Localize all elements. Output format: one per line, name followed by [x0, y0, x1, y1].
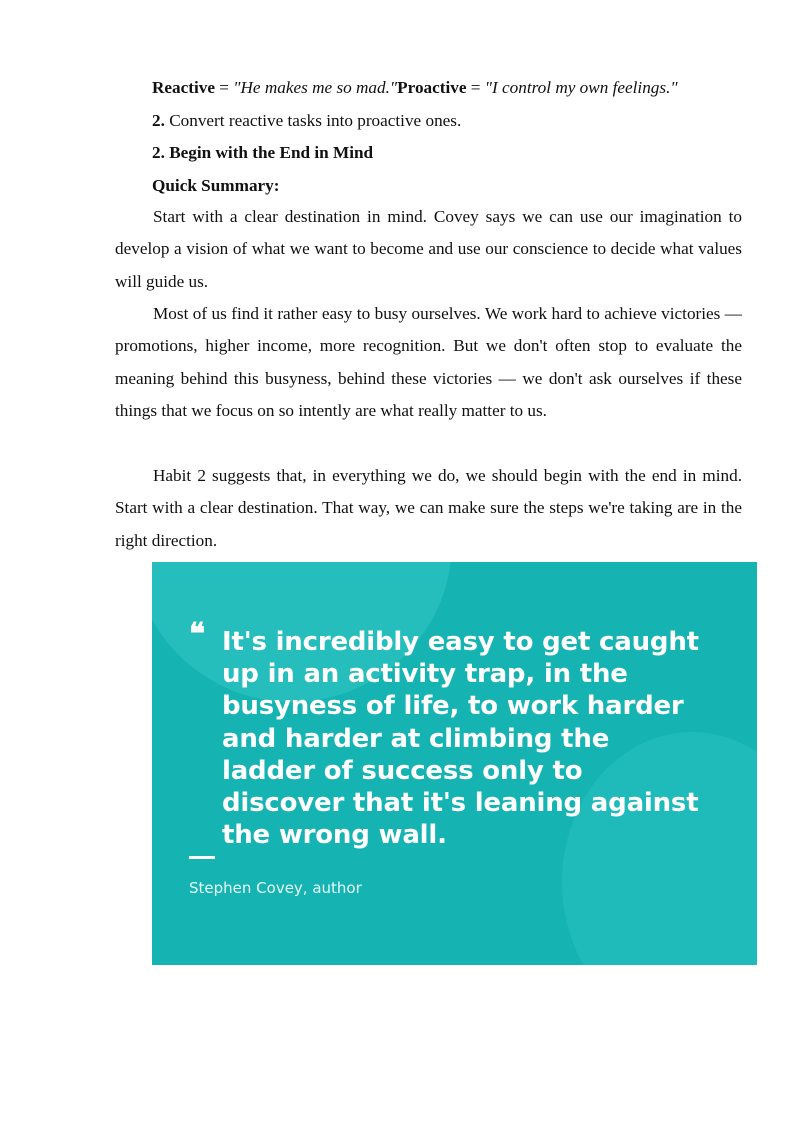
paragraph-1: Start with a clear destination in mind. Covey says we can use our imagination to develop a vision of what we want to become and use our conscience to decide what values will guide us.	[115, 207, 742, 291]
proactive-quote: "I control my own feelings."	[484, 78, 678, 97]
quote-line: ladder of success only to	[222, 755, 583, 786]
paragraph-3: Habit 2 suggests that, in everything we do, we should begin with the end in mind. Start with a clear destination. That way, we can make sure the steps we're taking are in the right direction.	[115, 466, 742, 550]
quote-line: discover that it's leaning against	[222, 788, 699, 819]
quote-line: up in an activity trap, in the	[222, 659, 628, 690]
equals-sign: =	[466, 78, 485, 97]
reactive-label: Reactive	[152, 78, 215, 97]
reactive-proactive-line	[152, 77, 678, 99]
reactive-quote: "He makes me so mad."	[233, 78, 398, 97]
quote-attribution: Stephen Covey, author	[189, 879, 362, 897]
quick-summary-label: Quick Summary:	[152, 176, 280, 195]
step-text: Convert reactive tasks into proactive ones.	[164, 111, 462, 130]
step-line	[152, 110, 461, 132]
quote-text	[222, 626, 732, 851]
quote-mark-icon: ❝	[189, 617, 206, 652]
quote-line: the wrong wall.	[222, 820, 447, 851]
proactive-label: Proactive	[397, 78, 467, 97]
quote-line: It's incredibly easy to get caught	[222, 627, 699, 657]
attribution-dash	[189, 856, 215, 859]
paragraph-2: Most of us find it rather easy to busy ourselves. We work hard to achieve victories — promotions, higher income, more recognition. But we don't often stop to evaluate the meaning behind this busyness, behind these victories — we don't ask ourselves if these things that we focus on so intently are what really matter to us.	[115, 304, 742, 421]
step-number: 2.	[152, 111, 165, 130]
quote-line: busyness of life, to work harder	[222, 691, 684, 722]
quote-line: and harder at climbing the	[222, 723, 610, 754]
section-heading: 2. Begin with the End in Mind	[152, 143, 374, 162]
equals-sign: =	[215, 78, 234, 97]
quote-card-image	[152, 562, 757, 965]
